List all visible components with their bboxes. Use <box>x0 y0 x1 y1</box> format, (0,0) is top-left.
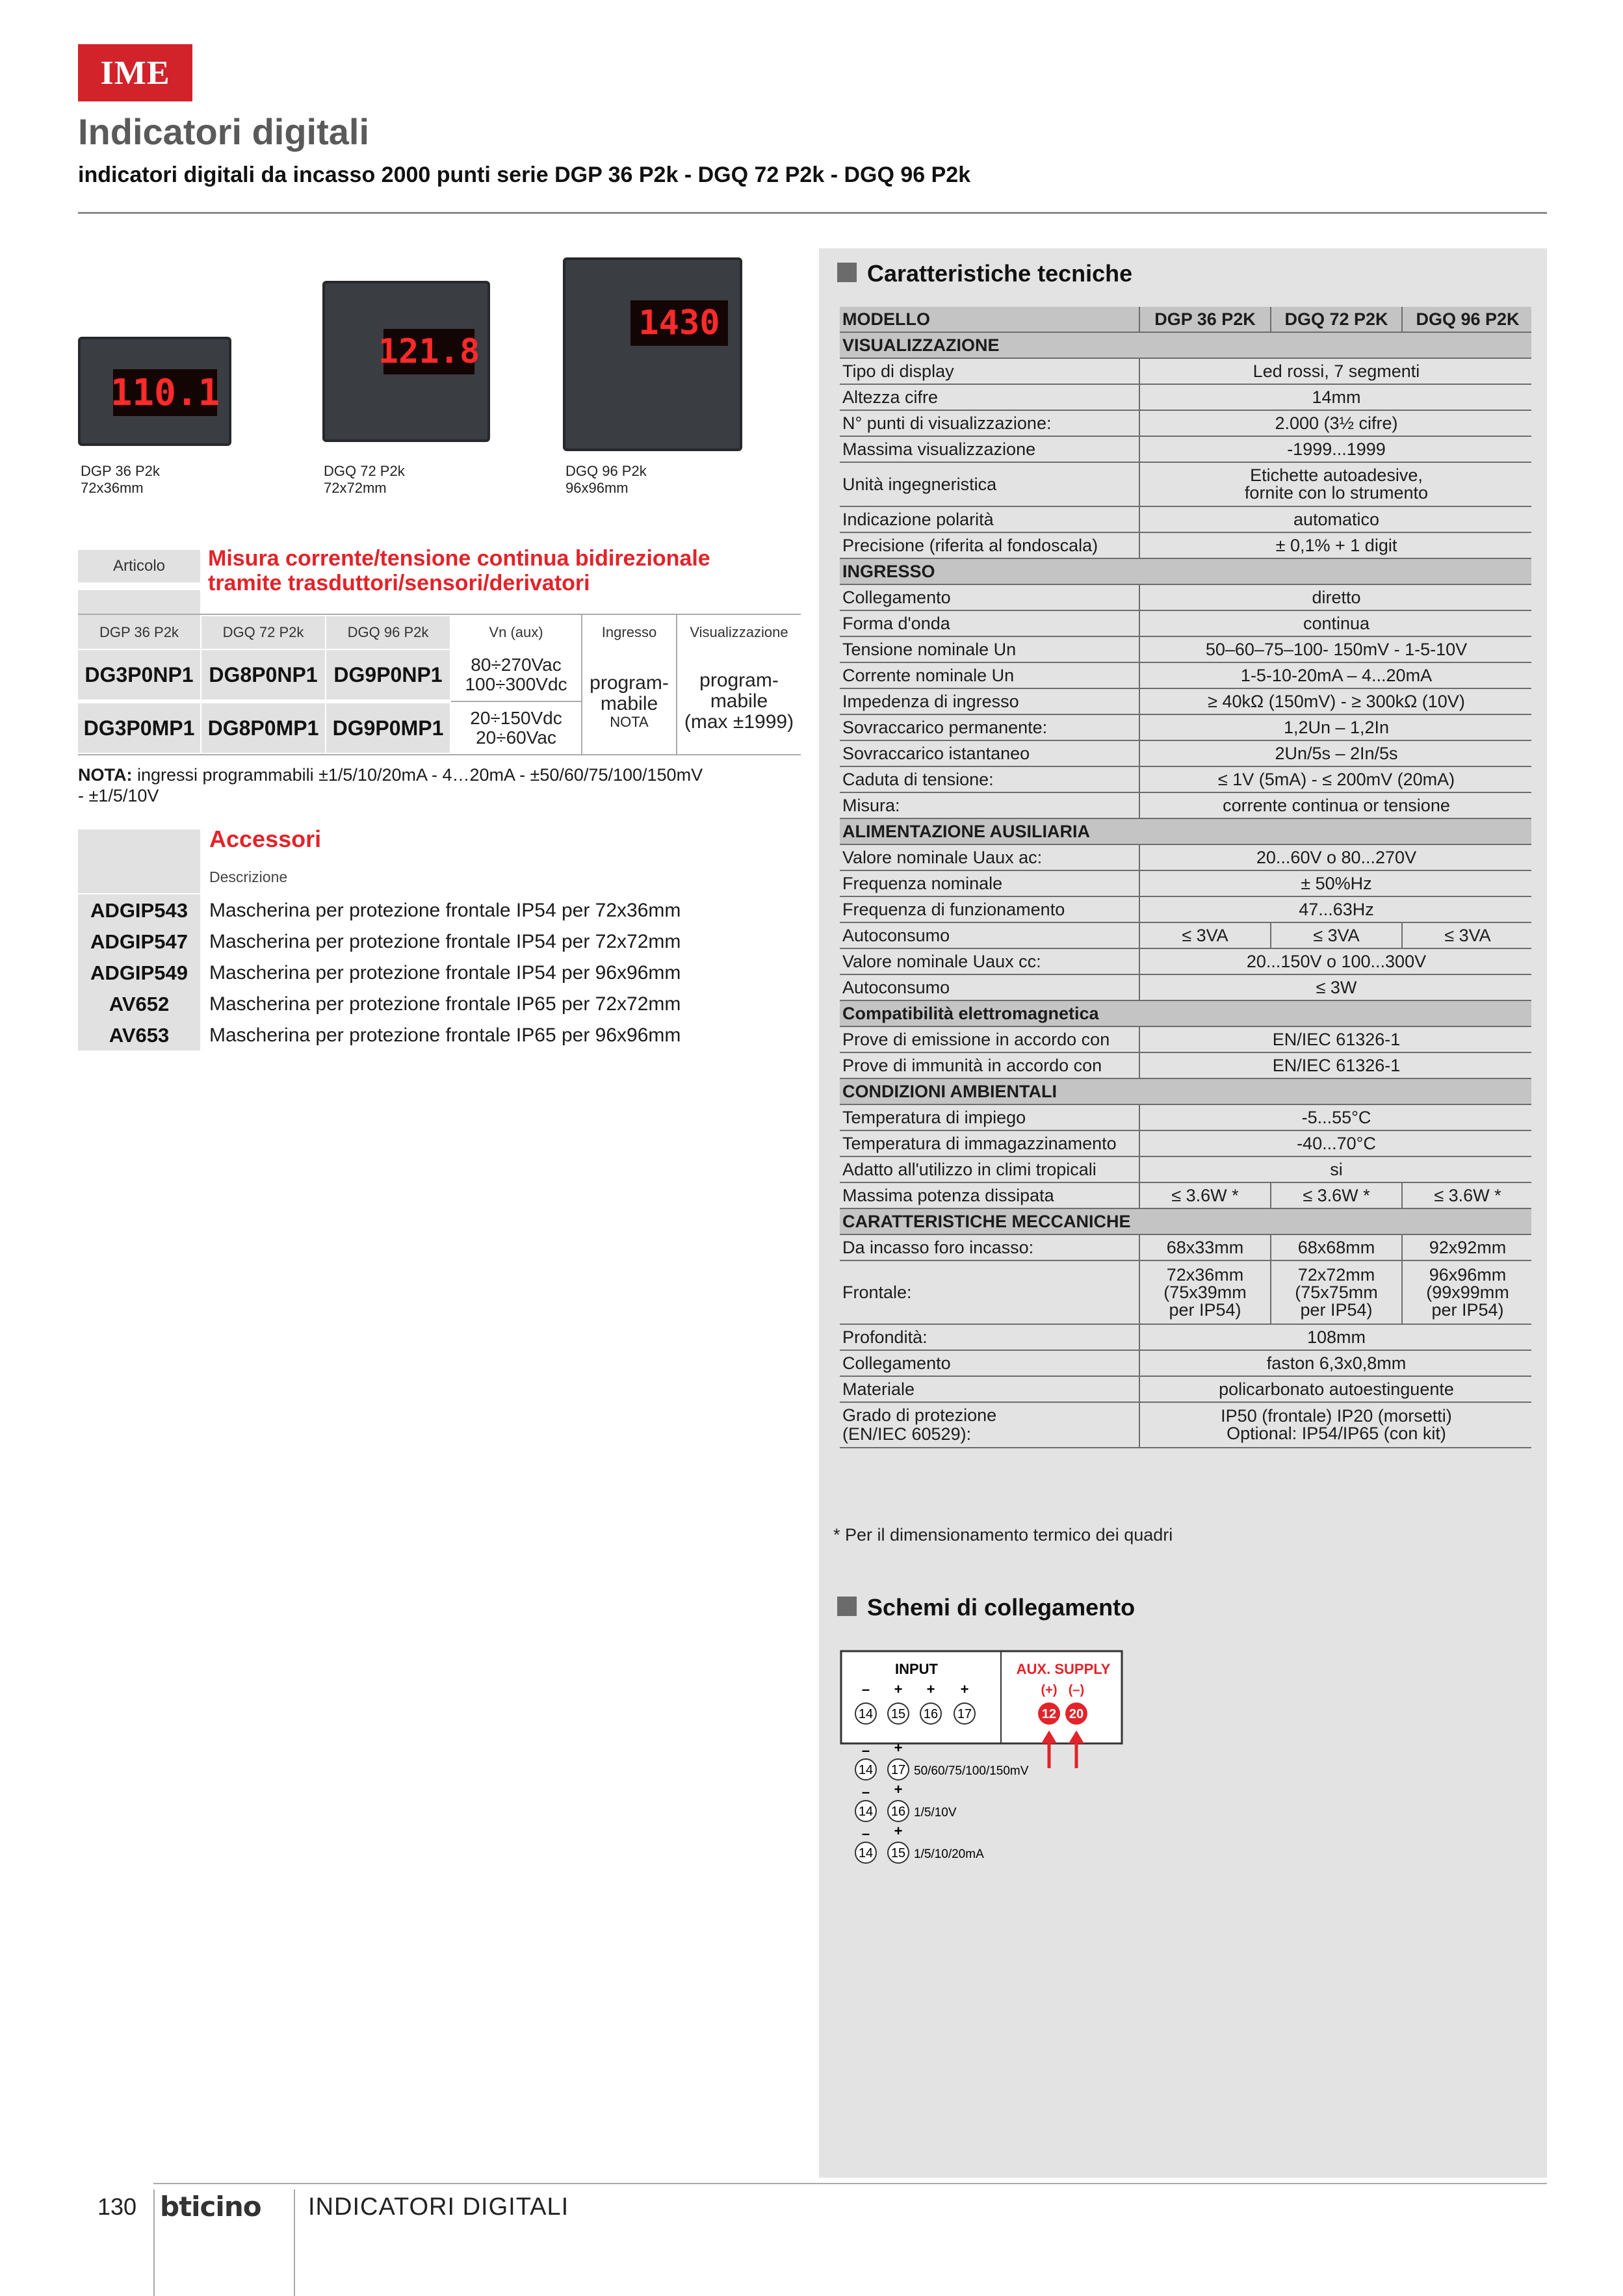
spec-row: Autoconsumo ≤ 3W <box>840 975 1531 1001</box>
wiring-diagram <box>838 1645 1137 1879</box>
conn-example <box>855 1842 984 1863</box>
conn-example <box>855 1801 957 1821</box>
svg-text:14: 14 <box>858 1846 874 1860</box>
svg-text:+: + <box>894 1681 903 1697</box>
spec-row: Precisione (riferita al fondoscala) ± 0,1% + 1 digit <box>840 533 1531 559</box>
spec-row: Sovraccarico permanente: 1,2Un – 1,2In <box>840 715 1531 741</box>
product-image-dgq72 <box>322 281 490 442</box>
spec-row: Materiale policarbonato autoestinguente <box>840 1377 1531 1403</box>
svg-text:12: 12 <box>1041 1707 1057 1721</box>
table-row-code: DG8P0NP1 <box>201 650 325 699</box>
spec-row: Grado di protezione (EN/IEC 60529): IP50 (frontale) IP20 (morsetti) Optional: IP54/IP65 (con kit) <box>840 1403 1531 1448</box>
spec-row: Massima potenza dissipata ≤ 3.6W * ≤ 3.6W * ≤ 3.6W * <box>840 1183 1531 1209</box>
spec-section: ALIMENTAZIONE AUSILIARIA <box>840 819 1531 845</box>
spec-section: Compatibilità elettromagnetica <box>840 1001 1531 1027</box>
spec-row: Frequenza nominale ± 50%Hz <box>840 871 1531 897</box>
aux-label: AUX. SUPPLY <box>1016 1661 1111 1677</box>
accessory-code: AV652 <box>109 993 170 1015</box>
col-divider <box>676 614 677 754</box>
spec-row: Forma d'onda continua <box>840 611 1531 637</box>
accessory-code: ADGIP543 <box>90 899 188 922</box>
spec-row: Frequenza di funzionamento 47...63Hz <box>840 897 1531 923</box>
spec-row: Caduta di tensione: ≤ 1V (5mA) - ≤ 200mV (20mA) <box>840 767 1531 793</box>
footer-divider <box>294 2189 295 2296</box>
spec-row: Da incasso foro incasso: 68x33mm 68x68mm 92x92mm <box>840 1235 1531 1261</box>
spec-row: Tipo di display Led rossi, 7 segmenti <box>840 359 1531 385</box>
svg-text:+: + <box>960 1681 969 1697</box>
col-header: DGQ 72 P2k <box>201 616 325 649</box>
svg-text:16: 16 <box>890 1805 906 1819</box>
product-caption: DGQ 96 P2k 96x96mm <box>565 463 647 496</box>
svg-text:(–): (–) <box>1068 1683 1085 1697</box>
svg-text:17: 17 <box>890 1763 906 1777</box>
svg-text:17: 17 <box>957 1707 972 1721</box>
svg-text:+: + <box>894 1740 903 1756</box>
table-row-code: DG3P0MP1 <box>78 703 200 753</box>
svg-text:14: 14 <box>858 1707 874 1721</box>
spec-row: Temperatura di immagazzinamento -40...70°C <box>840 1131 1531 1157</box>
product-display: 110.1 <box>113 369 217 416</box>
spec-row: Collegamento faston 6,3x0,8mm <box>840 1351 1531 1377</box>
spec-row: Profondità: 108mm <box>840 1325 1531 1351</box>
svg-text:+: + <box>926 1681 935 1697</box>
spec-row: Autoconsumo ≤ 3VA ≤ 3VA ≤ 3VA <box>840 923 1531 949</box>
svg-text:–: – <box>861 1681 870 1697</box>
col-header: Vn (aux) <box>489 624 543 640</box>
aux-terminal <box>1038 1702 1060 1725</box>
table-row-code: DG8P0MP1 <box>201 703 325 753</box>
svg-text:(+): (+) <box>1041 1683 1058 1697</box>
footer-divider <box>153 2189 155 2296</box>
accessori-divider <box>78 893 801 894</box>
spec-row: Massima visualizzazione -1999...1999 <box>840 437 1531 463</box>
spec-section: VISUALIZZAZIONE <box>840 333 1531 359</box>
page-title: Indicatori digitali <box>78 111 370 152</box>
table-row-code: DG3P0NP1 <box>78 650 200 699</box>
col-header: Ingresso <box>601 624 657 640</box>
svg-text:14: 14 <box>858 1763 874 1777</box>
aux-terminal <box>1065 1702 1087 1725</box>
svg-text:–: – <box>861 1742 870 1758</box>
spec-row: Corrente nominale Un 1-5-10-20mA – 4...20mA <box>840 663 1531 689</box>
page-number: 130 <box>97 2193 137 2220</box>
spec-row: Temperatura di impiego -5...55°C <box>840 1105 1531 1131</box>
page-subtitle: indicatori digitali da incasso 2000 punti serie DGP 36 P2k - DGQ 72 P2k - DGQ 96 P2k <box>78 163 971 187</box>
accessori-desc-label: Descrizione <box>209 868 288 885</box>
terminal <box>888 1703 909 1724</box>
col-header: Visualizzazione <box>690 624 788 640</box>
visualizzazione-cell: program- mabile (max ±1999) <box>684 670 794 733</box>
spec-row: Misura: corrente continua or tensione <box>840 793 1531 819</box>
spec-row: Sovraccarico istantaneo 2Un/5s – 2In/5s <box>840 741 1531 767</box>
spec-row: Prove di immunità in accordo con EN/IEC 61326-1 <box>840 1053 1531 1079</box>
col-header: DGP 36 P2k <box>78 616 200 649</box>
accessory-code: AV653 <box>109 1024 170 1047</box>
schemi-title: Schemi di collegamento <box>867 1594 1136 1621</box>
articolo-title: Misura corrente/tensione continua bidirezionale tramite trasduttori/sensori/derivatori <box>208 546 710 595</box>
spec-row-modello: MODELLO DGP 36 P2K DGQ 72 P2K DGQ 96 P2K <box>840 307 1531 333</box>
col-divider <box>581 614 582 754</box>
spec-row: Valore nominale Uaux cc: 20...150V o 100...300V <box>840 949 1531 975</box>
spec-section: INGRESSO <box>840 559 1531 585</box>
svg-text:1/5/10V: 1/5/10V <box>914 1806 957 1820</box>
spec-row: Unità ingegneristica Etichette autoadesive, fornite con lo strumento <box>840 463 1531 507</box>
svg-text:15: 15 <box>890 1707 906 1721</box>
product-image-dgq96 <box>563 257 742 451</box>
spec-row: Collegamento diretto <box>840 585 1531 611</box>
bticino-logo: bticino <box>160 2191 261 2223</box>
svg-text:50/60/75/100/150mV: 50/60/75/100/150mV <box>914 1764 1029 1778</box>
svg-text:14: 14 <box>858 1805 874 1819</box>
col-header: DGQ 96 P2k <box>326 616 450 649</box>
spec-row: Indicazione polarità automatico <box>840 507 1531 533</box>
spec-row: Altezza cifre 14mm <box>840 385 1531 411</box>
articolo-label: Articolo <box>112 557 166 575</box>
terminal <box>920 1703 941 1724</box>
footnote: * Per il dimensionamento termico dei quadri <box>833 1525 1173 1545</box>
vn-aux: 80÷270Vac 100÷300Vdc <box>465 655 567 694</box>
spec-row: Prove di emissione in accordo con EN/IEC 61326-1 <box>840 1027 1531 1053</box>
terminal <box>954 1703 975 1724</box>
spec-row: Adatto all'utilizzo in climi tropicali si <box>840 1157 1531 1183</box>
row-divider <box>451 701 581 702</box>
section-square-icon <box>837 263 857 282</box>
articolo-columns-bg <box>78 614 801 615</box>
svg-text:+: + <box>894 1823 903 1839</box>
header-divider <box>78 212 1547 214</box>
table-row-code: DG9P0NP1 <box>326 650 450 699</box>
svg-text:1/5/10/20mA: 1/5/10/20mA <box>914 1847 984 1861</box>
footer-section: INDICATORI DIGITALI <box>308 2193 569 2221</box>
spec-row: Frontale: 72x36mm (75x39mm per IP54) 72x72mm (75x75mm per IP54) 96x96mm (99x99mm per IP54) <box>840 1261 1531 1325</box>
spec-row: Valore nominale Uaux ac: 20...60V o 80...270V <box>840 845 1531 871</box>
svg-text:20: 20 <box>1069 1707 1084 1721</box>
spec-row: N° punti di visualizzazione: 2.000 (3½ cifre) <box>840 411 1531 437</box>
svg-text:+: + <box>894 1781 903 1797</box>
ime-logo: IME <box>78 44 192 101</box>
product-caption: DGP 36 P2k 72x36mm <box>81 463 160 496</box>
spec-section: CONDIZIONI AMBIENTALI <box>840 1079 1531 1105</box>
svg-text:–: – <box>861 1825 870 1842</box>
accessori-title: Accessori <box>209 826 322 852</box>
accessory-desc: Mascherina per protezione frontale IP54 per 96x96mm <box>209 962 681 984</box>
accessory-desc: Mascherina per protezione frontale IP54 per 72x72mm <box>209 931 681 952</box>
footer-line <box>153 2183 1547 2184</box>
accessory-desc: Mascherina per protezione frontale IP65 per 96x96mm <box>209 1024 681 1046</box>
accessory-code: ADGIP549 <box>90 961 188 984</box>
product-display: 121.8 <box>383 329 474 374</box>
conn-example <box>855 1759 1029 1780</box>
spec-section: CARATTERISTICHE MECCANICHE <box>840 1209 1531 1235</box>
accessory-code: ADGIP547 <box>90 930 188 953</box>
accessory-desc: Mascherina per protezione frontale IP54 per 72x36mm <box>209 900 681 921</box>
terminal <box>855 1703 876 1724</box>
product-image-dgp36 <box>78 337 231 446</box>
spec-row: Impedenza di ingresso ≥ 40kΩ (150mV) - ≥ 300kΩ (10V) <box>840 689 1531 715</box>
accessory-desc: Mascherina per protezione frontale IP65 per 72x72mm <box>209 993 681 1015</box>
product-display: 1430 <box>630 300 728 346</box>
svg-text:16: 16 <box>923 1707 939 1721</box>
specs-title: Caratteristiche tecniche <box>867 260 1133 287</box>
product-caption: DGQ 72 P2k 72x72mm <box>324 463 405 496</box>
table-bottom <box>78 754 801 755</box>
spec-row: Tensione nominale Un 50–60–75–100- 150mV - 1-5-10V <box>840 637 1531 663</box>
input-label: INPUT <box>895 1661 938 1677</box>
nota: NOTA: ingressi programmabili ±1/5/10/20mA - 4…20mA - ±50/60/75/100/150mV - ±1/5/10V <box>78 765 703 805</box>
svg-text:15: 15 <box>890 1846 906 1860</box>
ingresso-cell: program- mabile NOTA <box>590 672 669 730</box>
svg-text:–: – <box>861 1784 870 1800</box>
table-row-code: DG9P0MP1 <box>326 703 450 753</box>
vn-aux: 20÷150Vdc 20÷60Vac <box>470 708 562 748</box>
section-square-icon <box>837 1597 857 1616</box>
